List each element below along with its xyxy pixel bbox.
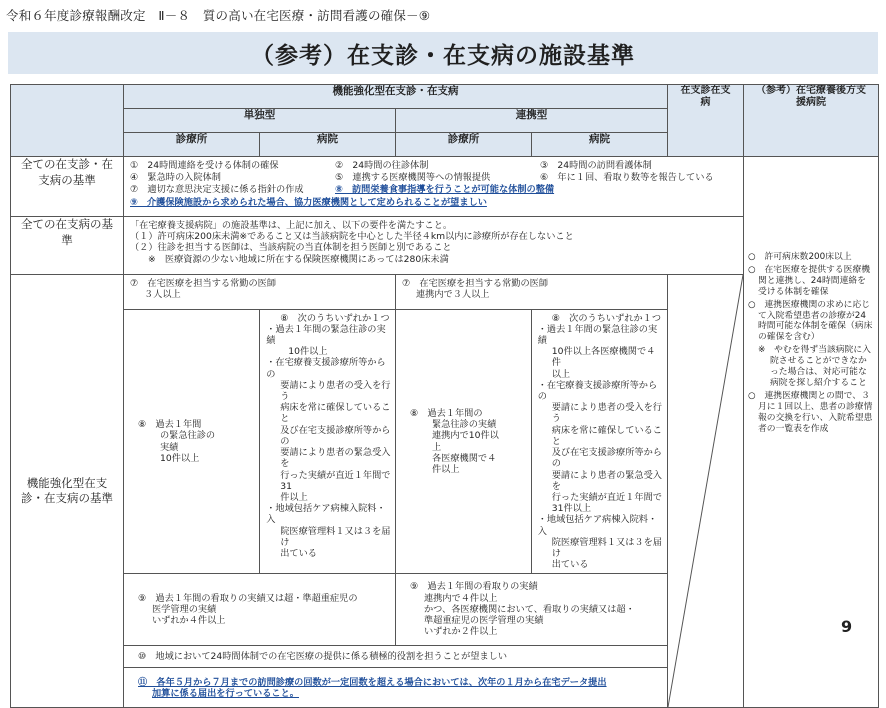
doctor-renkei-cell: [396, 275, 668, 309]
ojin-ht-3: 10件以上: [288, 346, 328, 358]
ojin-hr-8: 及び在宅支援診療所等からの: [551, 447, 662, 470]
ojin-ht-6: 病床を常に確保していること: [280, 402, 391, 425]
item10: ⑩ 地域において24時間体制での在宅医療の提供に係る積極的役割を担うことが望ましい: [138, 650, 508, 662]
ojin-hospital-renkei-cell: [531, 309, 667, 573]
header-zaishi: [668, 85, 744, 157]
mitori-t-2: 医学管理の実績: [152, 603, 217, 615]
row3-inner-table: [124, 275, 667, 707]
ojin-ht-10: 件以上: [280, 492, 308, 503]
kouhou-notes: [744, 249, 878, 439]
ojin-ct-1: ⑧ 過去１年間: [138, 419, 202, 431]
ojin-clinic-tandoku-cell: [124, 309, 260, 573]
kouhou-note-4: ※ やむを得ず当該病院に入院させることができなかった場合は、対応可能な病院を探し紹介すること: [758, 345, 871, 388]
title-bar: [8, 32, 878, 74]
ojin-cr-3: 連携内で10件以: [432, 430, 499, 442]
req-item-3: ③ 24時間の訪問看護体制: [540, 160, 652, 171]
req-item-7: ⑦ 適切な意思決定支援に係る指針の作成: [130, 184, 304, 196]
ojin-ct-4: 10件以上: [160, 452, 200, 464]
ojin-ht-1: ⑧ 次のうちいずれか１つ: [280, 312, 390, 324]
ojin-ht-12: 院医療管理料１又は３を届け: [280, 525, 391, 548]
kouhou-note-5: ○ 連携医療機関との間で、３月に１回以上、患者の診療情報の交換を行い、入院希望患者の一覧表を作成: [748, 390, 873, 434]
ojin-clinic-renkei-cell: [396, 309, 532, 573]
mitori-tandoku: [124, 590, 395, 629]
ojin-clinic-renkei: [396, 405, 531, 477]
row1-item-grid: [124, 157, 743, 210]
item11: [124, 674, 667, 701]
ojin-cr-2: 緊急往診の実績: [432, 419, 497, 431]
header-renkei-hospital: 病院: [532, 133, 668, 157]
doctor-renkei-line-1: ⑦ 在宅医療を担当する常勤の医師: [402, 278, 549, 289]
ojin-cr-4: 上: [432, 441, 442, 453]
ojin-ct-3: 実績: [160, 441, 179, 453]
header-tandoku: 単独型: [124, 109, 396, 133]
ojin-hr-14: 出ている: [551, 559, 589, 571]
ojin-hr-12: ・地域包括ケア病棟入院料・入: [537, 514, 658, 537]
row1-items: [124, 157, 744, 217]
page-title: （参考）在支診・在支病の施設基準: [251, 42, 635, 69]
mitori-t-3: いずれか４件以上: [152, 615, 226, 627]
kouhou-note-2: ○ 在宅医療を提供する医療機関と連携し、24時間連絡を受ける体制を確保: [748, 264, 871, 297]
slide-header: 令和６年度診療報酬改定 Ⅱ－８ 質の高い在宅医療・訪問看護の確保－⑨: [6, 8, 431, 23]
ojin-hr-13: 院医療管理料１又は３を届け: [551, 536, 662, 560]
mitori-r-2: 連携内で４件以上: [424, 592, 498, 604]
ojin-hospital-tandoku: [260, 310, 395, 562]
row-label-kinou: [11, 275, 124, 708]
header-tandoku-hospital: 病院: [260, 133, 396, 157]
row2-line-4: ※ 医療資源の少ない地域に所在する保険医療機関にあっては280床未満: [148, 253, 449, 265]
header-kouhou: [744, 85, 879, 157]
ojin-ht-4: ・在宅療養支援診療所等からの: [266, 357, 386, 380]
ojin-hr-1: ⑧ 次のうちいずれか１つ: [551, 312, 662, 324]
ojin-hr-3: 10件以上各医療機関で４件: [551, 346, 656, 369]
doctor-tandoku-cell: [124, 275, 396, 309]
mitori-r-1: ⑨ 過去１年間の看取りの実績: [410, 581, 538, 593]
row-label-all-zaishi-text: 全ての在支診・在支病の基準: [21, 157, 113, 187]
corner-cell: [11, 85, 124, 157]
req-item-1: ① 24時間連絡を受ける体制の確保: [130, 160, 279, 171]
ojin-hr-9: 要請により患者の緊急受入を: [551, 469, 662, 492]
mitori-renkei-cell: [396, 573, 668, 645]
item11-line-1: ⑪ 各年５月から７月までの訪問診療の回数が一定回数を超える場合においては、次年の１月から在宅データ提出: [138, 676, 607, 688]
ojin-hr-11: 31件以上: [551, 503, 592, 515]
not-applicable-diagonal: [668, 275, 743, 707]
item11-cell: [124, 667, 667, 707]
ojin-cr-6: 件以上: [432, 463, 460, 475]
mitori-r-3: かつ、各医療機関において、看取りの実績又は超・: [424, 603, 635, 615]
kouhou-note-1: ○ 許可病床数200床以上: [748, 252, 852, 262]
mitori-tandoku-cell: [124, 573, 396, 645]
row-label-all-zaishi: [11, 157, 124, 217]
doctor-tandoku: [124, 275, 395, 302]
req-item-2: ② 24時間の往診体制: [335, 160, 429, 171]
ojin-ht-2: ・過去１年間の緊急往診の実績: [266, 323, 386, 346]
ojin-hr-7: 病床を常に確保していること: [551, 424, 662, 447]
ojin-ht-7: 及び在宅支援診療所等からの: [280, 424, 391, 447]
doctor-tandoku-line-2: ３人以上: [144, 289, 181, 301]
row-label-all-zaishibyo-text: 全ての在支病の基準: [21, 217, 113, 247]
req-item-6: ⑥ 年に１回、看取り数等を報告している: [540, 172, 714, 184]
row3-block: [124, 275, 668, 708]
row-label-kinou-text: 機能強化型在支診・在支病の基準: [21, 475, 113, 506]
doctor-renkei: [396, 275, 667, 302]
row3-zaishi-cell: [668, 275, 744, 708]
ojin-hr-4: 以上: [551, 368, 571, 380]
mitori-r-4: 準超重症児の医学管理の実績: [424, 615, 544, 627]
req-item-8: ⑧ 訪問栄養食事指導を行うことが可能な体制の整備: [335, 184, 555, 196]
mitori-t-1: ⑨ 過去１年間の看取りの実績又は超・準超重症児の: [138, 592, 358, 604]
ojin-hr-5: ・在宅療養支援診療所等からの: [537, 379, 658, 403]
header-kouhou-text: （参考）在宅療養後方支援病院: [756, 85, 866, 109]
row-label-all-zaishibyo: [11, 217, 124, 275]
req-item-4: ④ 緊急時の入院体制: [130, 172, 221, 184]
req-item-5: ⑤ 連携する医療機関等への情報提供: [335, 172, 491, 184]
ojin-ht-11: ・地域包括ケア病棟入院料・入: [266, 503, 386, 526]
ojin-hr-6: 要請により患者の受入を行う: [551, 402, 662, 425]
header-renkei: 連携型: [396, 109, 668, 133]
doctor-renkei-line-2: 連携内で３人以上: [416, 289, 490, 301]
ojin-hr-10: 行った実績が直近１年間で: [551, 492, 662, 503]
row2-lines: [124, 217, 743, 267]
row2-content: [124, 217, 744, 275]
ojin-ht-13: 出ている: [280, 548, 317, 560]
doctor-tandoku-line-1: ⑦ 在宅医療を担当する常勤の医師: [130, 278, 277, 289]
facility-standards-table: [10, 84, 879, 708]
header-tandoku-clinic: 診療所: [124, 133, 260, 157]
mitori-r-5: いずれか２件以上: [424, 626, 498, 638]
row2-line-3: （２）往診を担当する医師は、当該病院の当直体制を担う医師と別であること: [130, 242, 452, 254]
page-number: 9: [841, 617, 853, 636]
ojin-hospital-tandoku-cell: [260, 309, 396, 573]
row2-line-1: 「在宅療養支援病院」の施設基準は、上記に加え、以下の要件を満たすこと。: [130, 220, 453, 231]
kouhou-notes-cell: [744, 157, 879, 708]
req-item-9: ⑨ 介護保険施設から求められた場合、協力医療機関として定められることが望ましい: [130, 196, 487, 208]
ojin-hospital-renkei: [532, 310, 667, 573]
row2-line-2: （１）許可病床200床未満※であること又は当該病院を中心とした半径４km以内に診療所が存在しないこと: [130, 231, 574, 243]
kouhou-note-3: ○ 連携医療機関の求めに応じて入院希望患者の診療が24時間可能な体制を確保（病床の確保を含む）: [748, 299, 873, 343]
mitori-renkei: [396, 578, 667, 639]
header-kinou: 機能強化型在支診・在支病: [124, 85, 668, 109]
ojin-cr-1: ⑧ 過去１年間の: [410, 407, 483, 419]
ojin-ht-5: 要請により患者の受入を行う: [280, 379, 391, 403]
header-zaishi-text: 在支診在支病: [680, 85, 731, 109]
ojin-hr-2: ・過去１年間の緊急往診の実績: [537, 323, 658, 346]
ojin-cr-5: 各医療機関で４: [432, 452, 497, 464]
ojin-ht-8: 要請により患者の緊急受入を: [280, 447, 391, 470]
ojin-ct-2: の緊急往診の: [160, 430, 216, 442]
header-renkei-clinic: 診療所: [396, 133, 532, 157]
item11-line-2: 加算に係る届出を行っていること。: [152, 687, 299, 699]
ojin-clinic-tandoku: [124, 416, 259, 466]
ojin-ht-9: 行った実績が直近１年間で31: [280, 469, 391, 492]
